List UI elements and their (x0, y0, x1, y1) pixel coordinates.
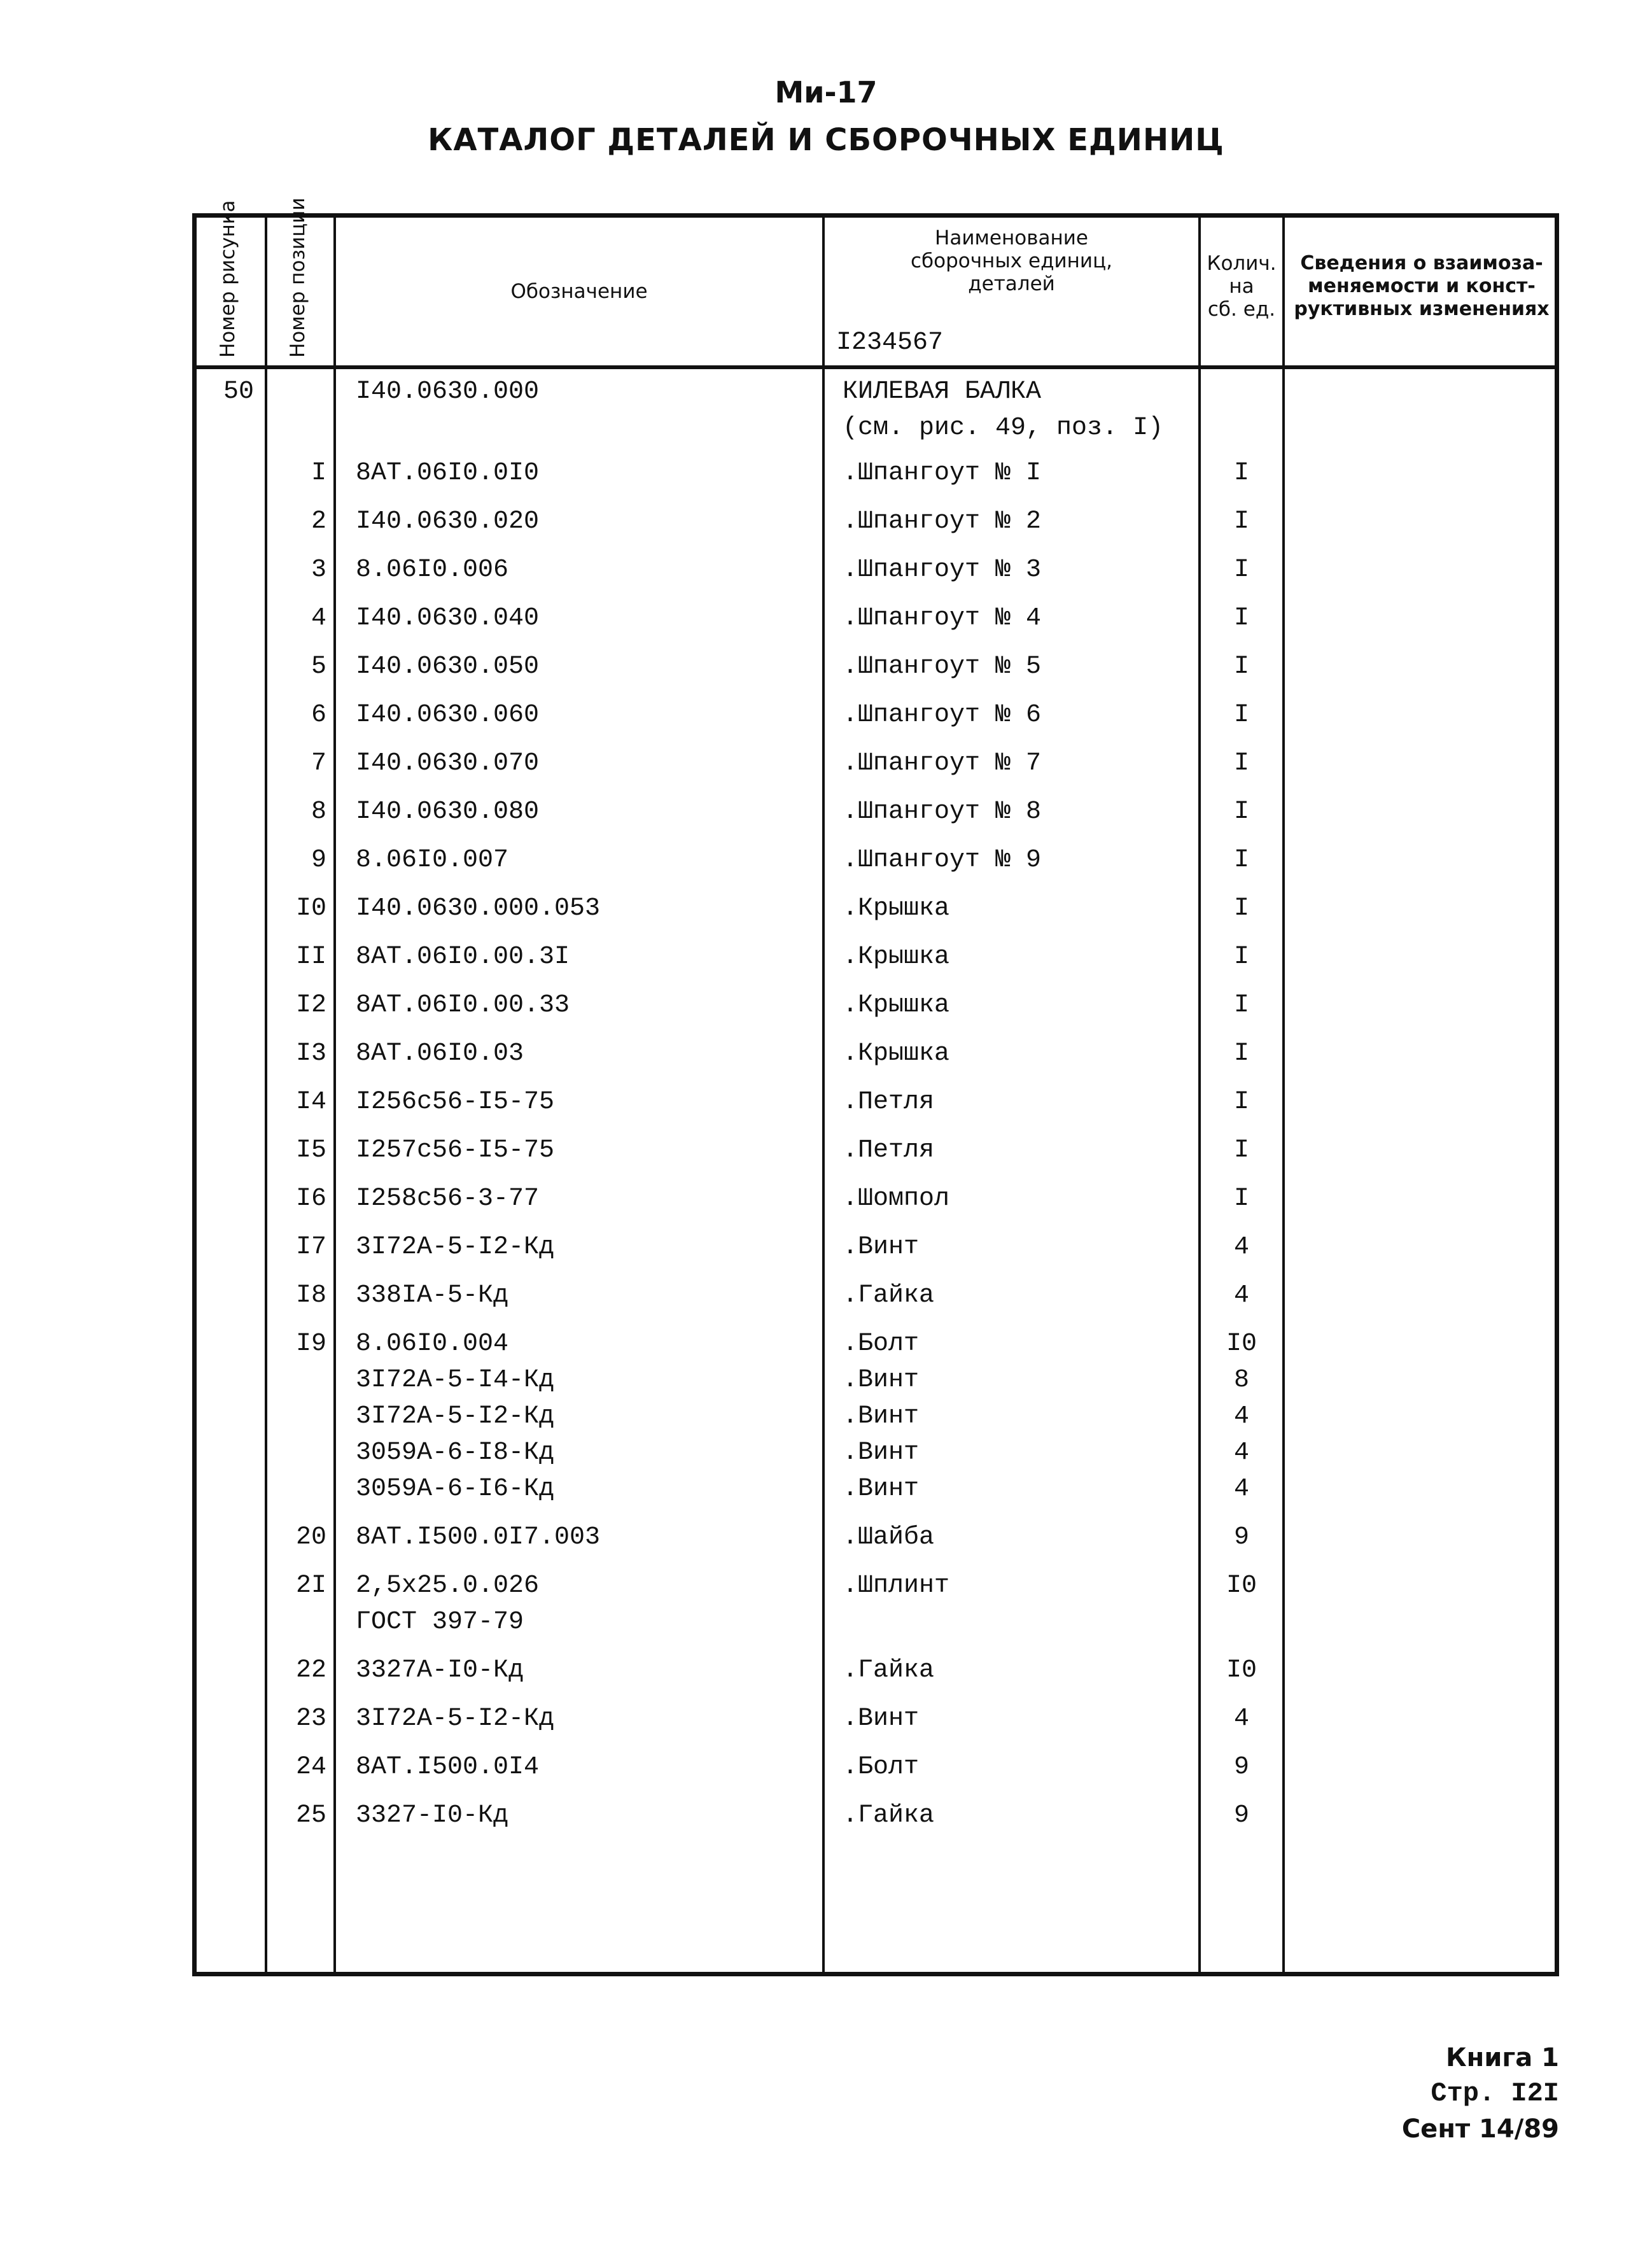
designation: 8.06I0.006 (356, 556, 509, 584)
part-name: .Гайка (843, 1656, 935, 1685)
designation: 3327-I0-Кд (356, 1801, 509, 1830)
part-name: .Крышка (843, 894, 950, 923)
position-number: I9 (295, 1330, 326, 1358)
designation: I40.0630.060 (356, 701, 540, 729)
position-number: I8 (295, 1281, 326, 1310)
designation: I40.0630.050 (356, 652, 540, 681)
designation: I40.0630.070 (356, 749, 540, 778)
part-name: КИЛЕВАЯ БАЛКА (843, 377, 1042, 406)
quantity: I (1233, 604, 1249, 633)
designation: 8АТ.I500.0I4 (356, 1753, 540, 1782)
quantity: I (1233, 798, 1249, 826)
quantity: 4 (1233, 1475, 1249, 1503)
quantity: 9 (1233, 1801, 1249, 1830)
footer-book: Книга 1 (1445, 2043, 1559, 2072)
part-name: .Винт (843, 1475, 920, 1503)
quantity: 4 (1233, 1281, 1249, 1310)
quantity: I (1233, 459, 1249, 488)
quantity: I0 (1226, 1656, 1257, 1685)
quantity: 9 (1233, 1523, 1249, 1552)
part-name: .Крышка (843, 943, 950, 971)
position-number: I0 (295, 894, 326, 923)
position-number: 6 (311, 701, 326, 729)
header-info-line2: меняемости и конст- (1308, 275, 1536, 297)
header-interchangeability (1285, 252, 1558, 321)
designation: 8АТ.06I0.00.33 (356, 991, 570, 1020)
designation: I258с56-3-77 (356, 1185, 540, 1213)
quantity: I (1233, 846, 1249, 875)
quantity: 8 (1233, 1366, 1249, 1395)
designation: 8.06I0.004 (356, 1330, 509, 1358)
part-name: .Крышка (843, 1039, 950, 1068)
figure-number: 50 (223, 377, 254, 406)
position-number: I (311, 459, 326, 488)
part-name: .Петля (843, 1136, 935, 1165)
designation: 2,5х25.0.026 (356, 1571, 540, 1600)
header-separator (197, 365, 1555, 369)
position-number: 20 (295, 1523, 326, 1552)
header-info-line1: Сведения о взаимоза- (1300, 252, 1543, 274)
part-name: .Винт (843, 1438, 920, 1467)
position-number: I5 (295, 1136, 326, 1165)
part-name: .Шпангоут № 9 (843, 846, 1042, 875)
quantity: I (1233, 1039, 1249, 1068)
designation: 3059А-6-I8-Кд (356, 1438, 555, 1467)
position-number: II (295, 943, 326, 971)
part-name: .Шпангоут № 7 (843, 749, 1042, 778)
position-number: 4 (311, 604, 326, 633)
position-number: 23 (295, 1705, 326, 1733)
position-number: 24 (295, 1753, 326, 1782)
designation: 3I72А-5-I4-Кд (356, 1366, 555, 1395)
quantity: I0 (1226, 1571, 1257, 1600)
quantity: 4 (1233, 1438, 1249, 1467)
parts-table (192, 197, 1559, 1976)
position-number: I6 (295, 1185, 326, 1213)
quantity: I (1233, 701, 1249, 729)
header-qty-line2: на (1229, 275, 1254, 298)
designation: 3I72А-5-I2-Кд (356, 1402, 555, 1431)
header-position-no: Номер позиции (286, 197, 309, 358)
quantity: I0 (1226, 1330, 1257, 1358)
header-name (825, 227, 1198, 295)
part-name: .Гайка (843, 1281, 935, 1310)
position-number: 22 (295, 1656, 326, 1685)
grid-line (822, 218, 825, 1972)
designation: I40.0630.020 (356, 507, 540, 536)
part-name: (см. рис. 49, поз. I) (843, 414, 1164, 442)
quantity: I (1233, 1088, 1249, 1116)
part-name: .Шпангоут № 4 (843, 604, 1042, 633)
header-name-code: I234567 (836, 328, 944, 357)
quantity: I (1233, 507, 1249, 536)
designation: 3327А-I0-Кд (356, 1656, 524, 1685)
position-number: 2 (311, 507, 326, 536)
designation: I40.0630.080 (356, 798, 540, 826)
footer-date: Сент 14/89 (1401, 2114, 1559, 2144)
header-name-line2: сборочных единиц, (910, 250, 1113, 272)
part-name: .Винт (843, 1402, 920, 1431)
quantity: I (1233, 991, 1249, 1020)
designation: 8АТ.06I0.03 (356, 1039, 524, 1068)
designation: I256с56-I5-75 (356, 1088, 555, 1116)
header-name-line1: Наименование (935, 227, 1088, 250)
quantity: 4 (1233, 1233, 1249, 1262)
part-name: .Шпангоут № 3 (843, 556, 1042, 584)
quantity: I (1233, 556, 1249, 584)
position-number: 8 (311, 798, 326, 826)
position-number: I2 (295, 991, 326, 1020)
header-designation: Обозначение (510, 280, 648, 303)
grid-line (333, 218, 336, 1972)
part-name: .Шпангоут № I (843, 459, 1042, 488)
part-name: .Шпангоут № 6 (843, 701, 1042, 729)
quantity: I (1233, 1185, 1249, 1213)
position-number: 25 (295, 1801, 326, 1830)
position-number: I3 (295, 1039, 326, 1068)
part-name: .Болт (843, 1753, 920, 1782)
header-qty-line3: сб. ед. (1207, 298, 1276, 321)
position-number: I4 (295, 1088, 326, 1116)
part-name: .Болт (843, 1330, 920, 1358)
position-number: I7 (295, 1233, 326, 1262)
position-number: 9 (311, 846, 326, 875)
designation: 8АТ.06I0.00.3I (356, 943, 570, 971)
designation: 8АТ.06I0.0I0 (356, 459, 540, 488)
grid-line (1282, 218, 1285, 1972)
header-name-line3: деталей (968, 272, 1055, 295)
header-qty (1201, 252, 1282, 321)
position-number: 2I (295, 1571, 326, 1600)
quantity: I (1233, 749, 1249, 778)
part-name: .Гайка (843, 1801, 935, 1830)
part-name: .Шплинт (843, 1571, 950, 1600)
designation: I40.0630.000.053 (356, 894, 601, 923)
quantity: I (1233, 943, 1249, 971)
designation: 338IА-5-Кд (356, 1281, 509, 1310)
part-name: .Винт (843, 1705, 920, 1733)
designation: I257с56-I5-75 (356, 1136, 555, 1165)
designation: I40.0630.000 (356, 377, 540, 406)
model-title: Ми-17 (774, 75, 878, 109)
quantity: I (1233, 1136, 1249, 1165)
footer-page: Стр. I2I (1431, 2078, 1559, 2109)
part-name: .Шайба (843, 1523, 935, 1552)
header-info-line3: руктивных изменениях (1294, 298, 1550, 320)
designation: 3059А-6-I6-Кд (356, 1475, 555, 1503)
part-name: .Винт (843, 1233, 920, 1262)
designation: 8АТ.I500.0I7.003 (356, 1523, 601, 1552)
quantity: 4 (1233, 1402, 1249, 1431)
designation: 8.06I0.007 (356, 846, 509, 875)
part-name: .Шпангоут № 5 (843, 652, 1042, 681)
part-name: .Шпангоут № 2 (843, 507, 1042, 536)
designation: 3I72А-5-I2-Кд (356, 1233, 555, 1262)
part-name: .Крышка (843, 991, 950, 1020)
designation: 3I72А-5-I2-Кд (356, 1705, 555, 1733)
catalog-title: КАТАЛОГ ДЕТАЛЕЙ И СБОРОЧНЫХ ЕДИНИЦ (428, 122, 1224, 158)
position-number: 7 (311, 749, 326, 778)
designation: I40.0630.040 (356, 604, 540, 633)
part-name: .Шомпол (843, 1185, 950, 1213)
quantity: I (1233, 652, 1249, 681)
header-qty-line1: Колич. (1207, 252, 1277, 275)
designation: ГОСТ 397-79 (356, 1608, 524, 1636)
header-figure-no: Номер рисунка (216, 200, 239, 358)
quantity: 9 (1233, 1753, 1249, 1782)
part-name: .Петля (843, 1088, 935, 1116)
part-name: .Шпангоут № 8 (843, 798, 1042, 826)
quantity: 4 (1233, 1705, 1249, 1733)
quantity: I (1233, 894, 1249, 923)
part-name: .Винт (843, 1366, 920, 1395)
position-number: 5 (311, 652, 326, 681)
position-number: 3 (311, 556, 326, 584)
